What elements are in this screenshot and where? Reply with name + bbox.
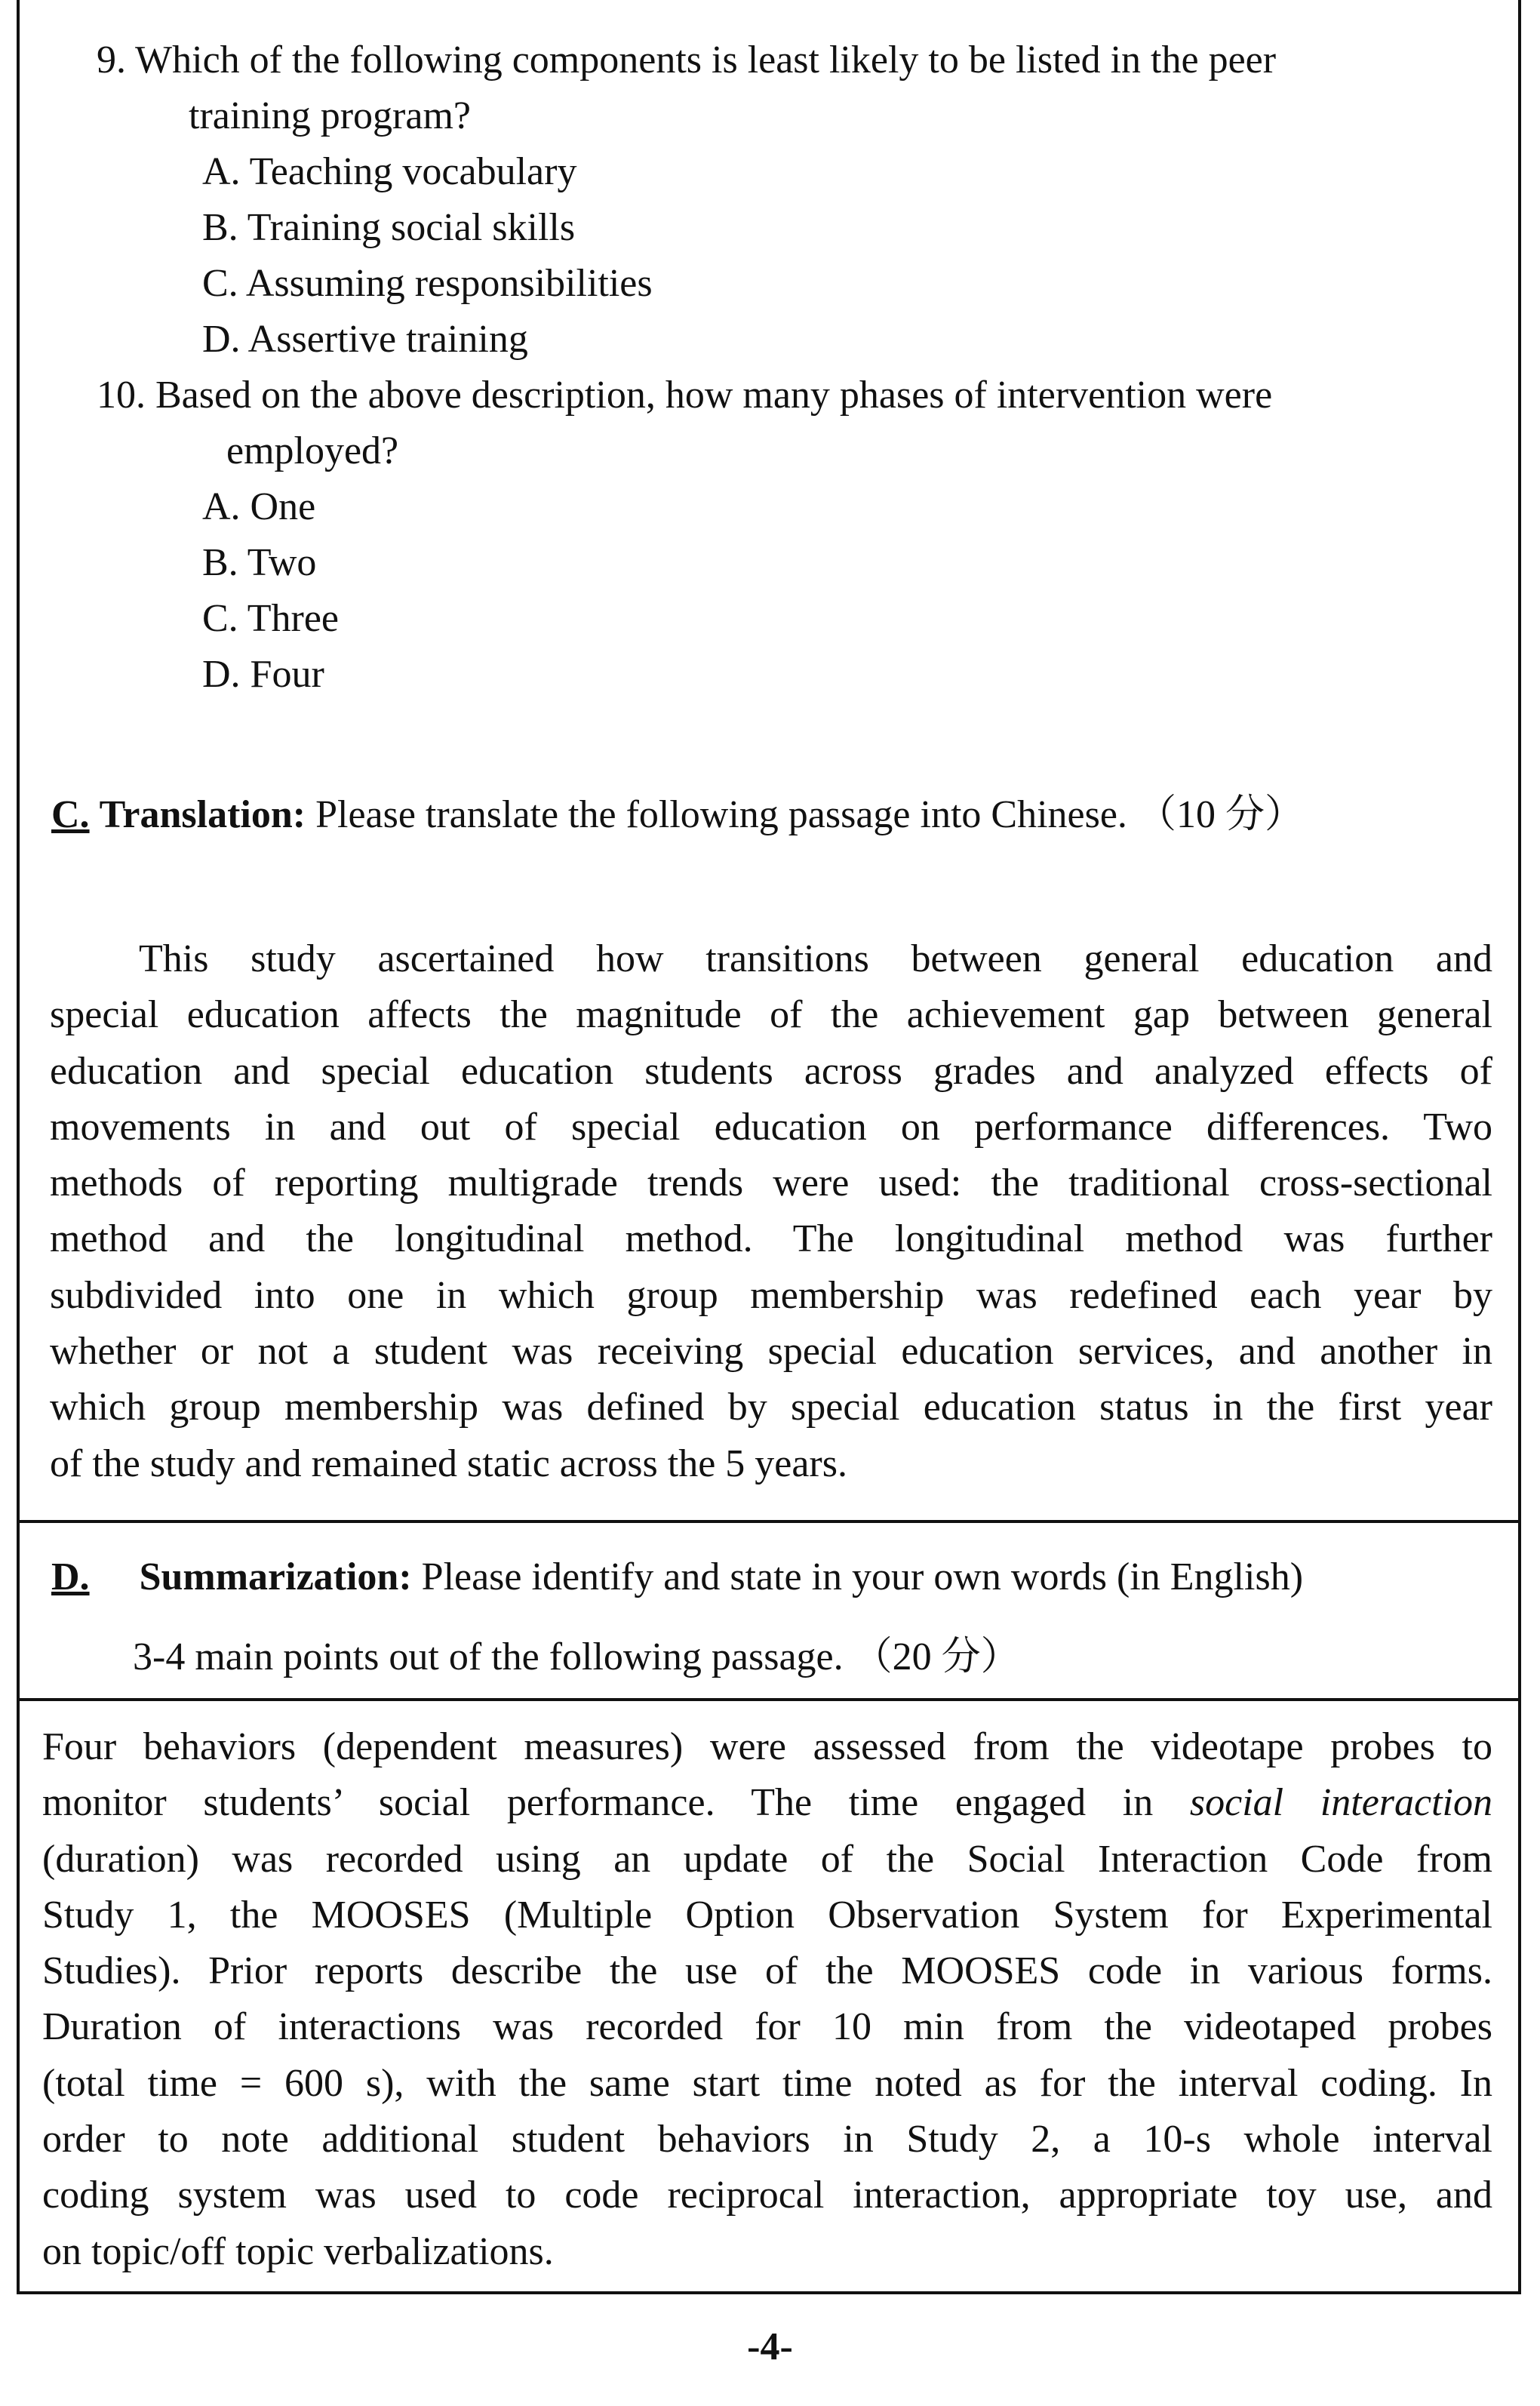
translation-letter: C. <box>51 793 90 836</box>
summarization-line: Study 1, the MOOSES (Multiple Option Observation System for Experimental <box>42 1893 1492 1937</box>
translation-instruction: Please translate the following passage into Chinese. <box>315 793 1127 836</box>
summarization-heading <box>51 1555 1303 1600</box>
summarization-line: Duration of interactions was recorded for 10 min from the videotaped probes <box>42 2005 1492 2049</box>
summarization-instruction-1: Please identify and state in your own words (in English) <box>421 1555 1304 1598</box>
summarization-line: Studies). Prior reports describe the use of the MOOSES code in various forms. <box>42 1949 1492 1993</box>
q10-stem-cont: employed? <box>226 429 399 472</box>
q9-option-d: D. Assertive training <box>202 318 528 361</box>
translation-points: （10 分） <box>1136 793 1304 836</box>
summarization-line: (duration) was recorded using an update of the Social Interaction Code from <box>42 1837 1492 1881</box>
section-divider <box>17 1520 1521 1523</box>
page-number: -4- <box>747 2325 793 2368</box>
q10-option-a: A. One <box>202 485 316 528</box>
translation-line: movements in and out of special education on performance differences. Two <box>50 1105 1492 1149</box>
translation-line: whether or not a student was receiving special education services, and another in <box>50 1330 1492 1374</box>
q9-stem-cont: training program? <box>189 94 471 137</box>
translation-label: Translation: <box>99 793 306 836</box>
summarization-line: coding system was used to code reciprocal interaction, appropriate toy use, and <box>42 2174 1492 2217</box>
q9-option-c: C. Assuming responsibilities <box>202 262 653 305</box>
translation-line: which group membership was defined by special education status in the first year <box>50 1386 1492 1429</box>
translation-line: special education affects the magnitude of the achievement gap between general <box>50 993 1492 1037</box>
q10-stem: 10. Based on the above description, how many phases of intervention were <box>97 374 1273 417</box>
translation-line: of the study and remained static across the 5 years. <box>50 1441 847 1485</box>
summarization-line: monitor students’ social performance. The time engaged in social interaction <box>42 1781 1492 1825</box>
summarization-line: on topic/off topic verbalizations. <box>42 2229 554 2273</box>
translation-line: methods of reporting multigrade trends were used: the traditional cross-sectional <box>50 1161 1492 1205</box>
q9-option-a: A. Teaching vocabulary <box>202 150 577 193</box>
translation-line: This study ascertained how transitions between general education and <box>139 937 1492 980</box>
q9-option-b: B. Training social skills <box>202 206 576 249</box>
q9-stem: 9. Which of the following components is least likely to be listed in the peer <box>97 38 1277 82</box>
translation-line: education and special education students across grades and analyzed effects of <box>50 1049 1492 1093</box>
translation-line: method and the longitudinal method. The longitudinal method was further <box>50 1217 1492 1261</box>
summarization-letter: D. <box>51 1555 90 1598</box>
q10-option-b: B. Two <box>202 541 317 584</box>
q10-option-c: C. Three <box>202 597 339 640</box>
summarization-instruction-line2 <box>133 1635 1020 1680</box>
translation-passage <box>50 931 1492 1492</box>
summarization-instruction-2: 3-4 main points out of the following passage. <box>133 1635 844 1678</box>
q10-option-d: D. Four <box>202 653 324 696</box>
summarization-line: (total time = 600 s), with the same start time noted as for the interval coding. In <box>42 2061 1492 2105</box>
translation-heading <box>51 792 1304 838</box>
section-divider <box>17 1698 1521 1701</box>
summarization-points: （20 分） <box>853 1635 1020 1678</box>
summarization-label: Summarization: <box>139 1555 412 1598</box>
translation-line: subdivided into one in which group membership was redefined each year by <box>50 1273 1492 1317</box>
summarization-passage <box>42 1719 1492 2280</box>
summarization-line: Four behaviors (dependent measures) were assessed from the videotape probes to <box>42 1725 1492 1768</box>
summarization-line: order to note additional student behaviors in Study 2, a 10-s whole interval <box>42 2118 1492 2161</box>
